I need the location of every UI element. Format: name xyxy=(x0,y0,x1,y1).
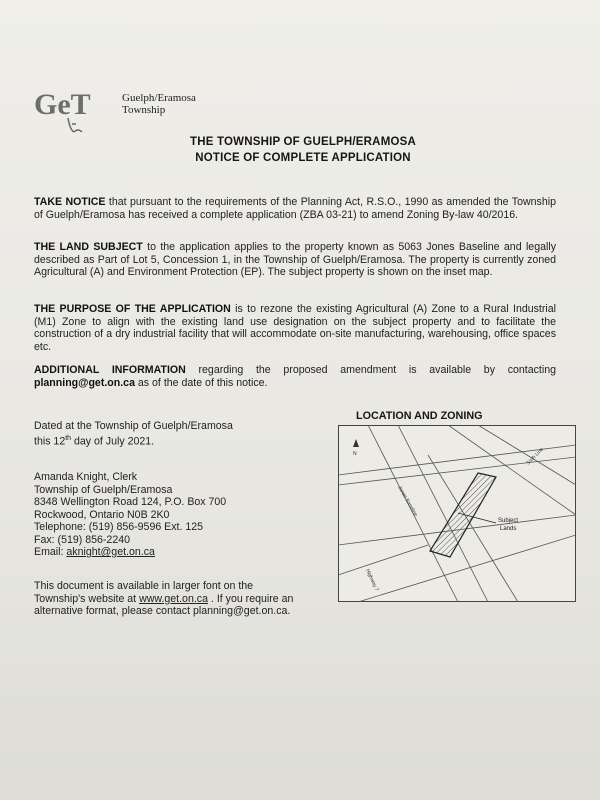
purpose-lead: THE PURPOSE OF THE APPLICATION xyxy=(34,303,231,315)
get-logo-icon xyxy=(30,80,130,140)
map-label-subject: Subject xyxy=(498,518,519,524)
map-title: LOCATION AND ZONING xyxy=(356,410,483,422)
purpose-paragraph xyxy=(34,303,556,353)
contact-name: Amanda Knight, Clerk xyxy=(34,471,138,483)
contact-address: 8348 Wellington Road 124, P.O. Box 700 xyxy=(34,496,227,508)
contact-city: Rockwood, Ontario N0B 2K0 xyxy=(34,508,170,521)
land-subject-text: to the application applies to the property known as 5063 Jones Baseline and legally described as Part of Lot 5, Concession 1, in the Township of Guelph/Eramosa. The property is currently zoned Agricultural (A) and Environment Protection (EP). The subject property is shown on the inset map. xyxy=(34,241,556,278)
land-subject-paragraph xyxy=(34,241,556,279)
contact-email-link[interactable]: aknight@get.on.ca xyxy=(66,546,155,558)
contact-org: Township of Guelph/Eramosa xyxy=(34,483,173,496)
location-map-graphic xyxy=(338,425,576,602)
additional-info-lead: ADDITIONAL INFORMATION xyxy=(34,364,186,376)
contact-block xyxy=(34,471,284,559)
svg-text:N: N xyxy=(353,451,357,457)
land-subject-lead: THE LAND SUBJECT xyxy=(34,241,143,253)
take-notice-paragraph xyxy=(34,196,556,221)
logo-name-line1: Guelph/Eramosa xyxy=(122,92,196,104)
logo-mark: GeT xyxy=(34,88,91,121)
contact-phone: Telephone: (519) 856-9596 Ext. 125 xyxy=(34,521,204,533)
additional-info-paragraph xyxy=(34,364,556,389)
dated-line2: this 12th day of July 2021. xyxy=(34,434,155,448)
take-notice-text: that pursuant to the requirements of the Planning Act, R.S.O., 1990 as amended the Township of Guelph/Eramosa has received a complete application (ZBA 03-21) to amend Zoning By-law 40/2016. xyxy=(34,196,556,221)
footer-line1: This document is available in larger font on the xyxy=(34,580,254,592)
logo-name-line2: Township xyxy=(122,104,166,116)
contact-fax: Fax: (519) 856-2240 xyxy=(34,533,130,546)
footer-line3: alternative format, please contact planning@get.on.ca. xyxy=(34,605,291,617)
take-notice-lead: TAKE NOTICE xyxy=(34,196,106,208)
planning-email-link[interactable]: planning@get.on.ca xyxy=(34,376,135,389)
additional-info-tail: as of the date of this notice. xyxy=(134,376,268,389)
notice-title-line1: THE TOWNSHIP OF GUELPH/ERAMOSA xyxy=(189,136,416,148)
dated-block xyxy=(34,420,284,448)
location-map xyxy=(338,425,576,602)
contact-email-row: Email: aknight@get.on.ca xyxy=(34,546,155,558)
purpose-text: is to rezone the existing Agricultural (A) Zone to a Rural Industrial (M1) Zone to align with the existing land use designation on the subject property and to facilitate the construction of a dry industrial facility that will accommodate on-site manufacturing, warehousing, office spaces etc. xyxy=(34,303,556,353)
accessibility-note xyxy=(34,580,334,618)
additional-info-text: regarding the proposed amendment is available by contacting xyxy=(185,364,556,376)
website-link[interactable]: www.get.on.ca xyxy=(139,592,208,605)
map-label-lands: Lands xyxy=(500,526,517,532)
notice-title-line2: NOTICE OF COMPLETE APPLICATION xyxy=(195,152,411,164)
footer-line2: Township's website at www.get.on.ca . If you require an xyxy=(34,592,294,605)
map-label-highway-7: Highway 7 xyxy=(364,568,380,593)
map-label-jones-baseline: Jones Baseline xyxy=(396,485,419,518)
dated-line1: Dated at the Township of Guelph/Eramosa xyxy=(34,420,233,432)
map-label-sixth-line: Sixth Line xyxy=(525,446,545,467)
township-logo-name xyxy=(122,92,196,116)
